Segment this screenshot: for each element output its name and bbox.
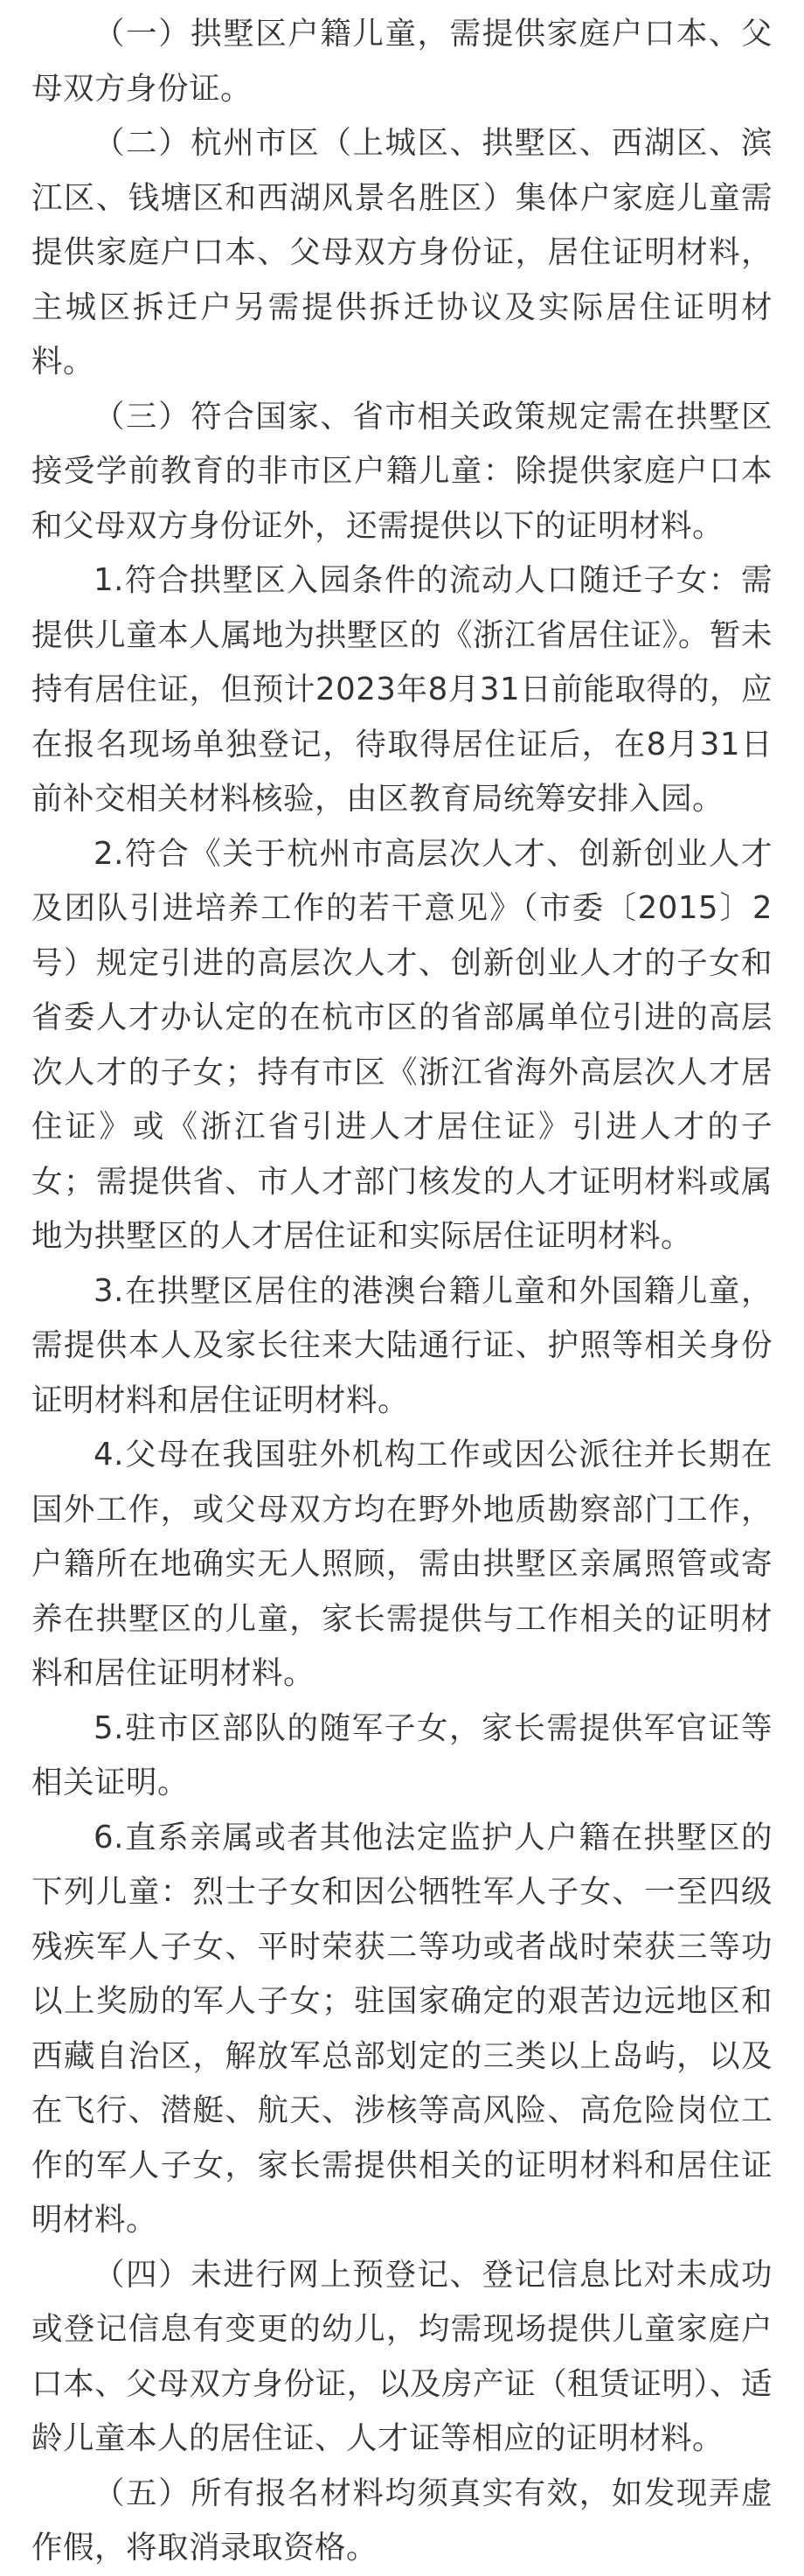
paragraph-10: （四）未进行网上预登记、登记信息比对未成功或登记信息有变更的幼儿，均需现场提供儿童家庭户口本、父母双方身份证，以及房产证（租赁证明）、适龄儿童本人的居住证、人才证等相应的证明材料。 xyxy=(31,2256,773,2456)
paragraph-2: （二）杭州市区（上城区、拱墅区、西湖区、滨江区、钱塘区和西湖风景名胜区）集体户家庭儿童需提供家庭户口本、父母双方身份证，居住证明材料，主城区拆迁户另需提供拆迁协议及实际居住证明材料。 xyxy=(31,125,773,379)
paragraph-4: 1.符合拱墅区入园条件的流动人口随迁子女：需提供儿童本人属地为拱墅区的《浙江省居住证》。暂未持有居住证，但预计2023年8月31日前能取得的，应在报名现场单独登记，待取得居住证后，在8月31日前补交相关材料核验，由区教育局统筹安排入园。 xyxy=(31,562,773,817)
paragraph-8: 5.驻市区部队的随军子女，家长需提供军官证等相关证明。 xyxy=(31,1709,773,1800)
paragraph-7: 4.父母在我国驻外机构工作或因公派往并长期在国外工作，或父母双方均在野外地质勘察部门工作，户籍所在地确实无人照顾，需由拱墅区亲属照管或寄养在拱墅区的儿童，家长需提供与工作相关的证明材料和居住证明材料。 xyxy=(31,1437,773,1691)
paragraph-9: 6.直系亲属或者其他法定监护人户籍在拱墅区的下列儿童：烈士子女和因公牺牲军人子女、一至四级残疾军人子女、平时荣获二等功或者战时荣获三等功以上奖励的军人子女；驻国家确定的艰苦边远地区和西藏自治区，解放军总部划定的三类以上岛屿，以及在飞行、潜艇、航天、涉核等高风险、高危险岗位工作的军人子女，家长需提供相关的证明材料和居住证明材料。 xyxy=(31,1819,773,2238)
paragraph-5: 2.符合《关于杭州市高层次人才、创新创业人才及团队引进培养工作的若干意见》（市委〔2015〕2号）规定引进的高层次人才、创新创业人才的子女和省委人才办认定的在杭市区的省部属单位引进的高层次人才的子女；持有市区《浙江省海外高层次人才居住证》或《浙江省引进人才居住证》引进人才的子女；需提供省、市人才部门核发的人才证明材料或属地为拱墅区的人才居住证和实际居住证明材料。 xyxy=(31,835,773,1254)
paragraph-6: 3.在拱墅区居住的港澳台籍儿童和外国籍儿童，需提供本人及家长往来大陆通行证、护照等相关身份证明材料和居住证明材料。 xyxy=(31,1272,773,1418)
paragraph-3: （三）符合国家、省市相关政策规定需在拱墅区接受学前教育的非市区户籍儿童：除提供家庭户口本和父母双方身份证外，还需提供以下的证明材料。 xyxy=(31,398,773,544)
paragraph-11: （五）所有报名材料均须真实有效，如发现弄虚作假，将取消录取资格。 xyxy=(31,2475,773,2566)
paragraph-1: （一）拱墅区户籍儿童，需提供家庭户口本、父母双方身份证。 xyxy=(31,16,773,107)
